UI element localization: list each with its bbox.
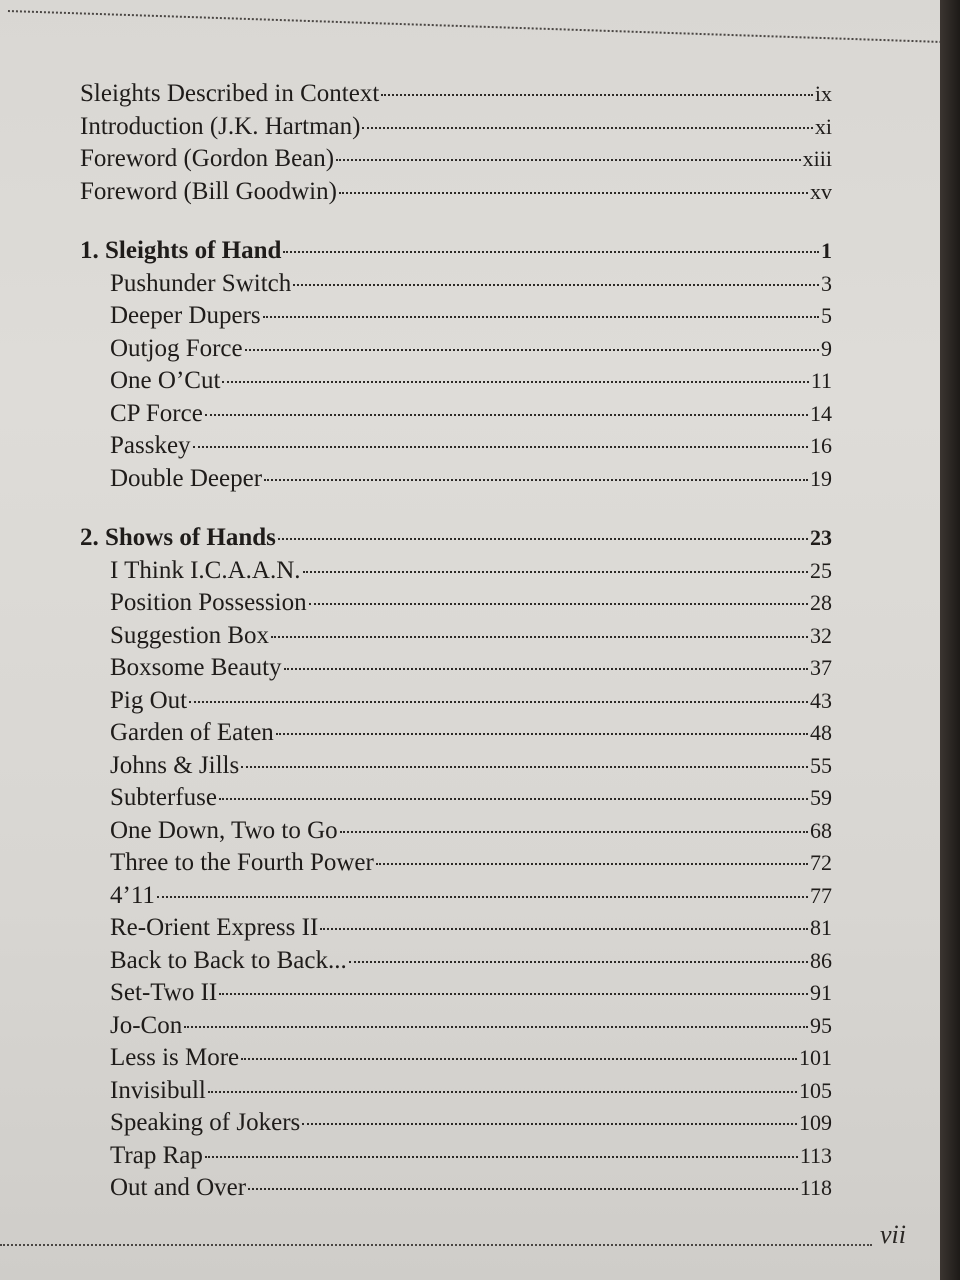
dot-leader bbox=[276, 733, 808, 735]
entry-page: 37 bbox=[810, 655, 832, 680]
entry-title: Johns & Jills bbox=[110, 751, 240, 779]
entry-page: 105 bbox=[799, 1077, 832, 1103]
entry-page: 9 bbox=[821, 335, 832, 361]
toc-entry bbox=[80, 1010, 832, 1043]
entry-title: Garden of Eaten bbox=[110, 719, 274, 746]
page-folio: vii bbox=[880, 1220, 906, 1249]
chapter-heading bbox=[80, 235, 832, 268]
toc-entry bbox=[80, 750, 832, 783]
dot-leader bbox=[302, 1123, 797, 1125]
entry-title: Invisibull bbox=[110, 1076, 206, 1104]
dot-leader bbox=[339, 192, 808, 194]
entry-page: 5 bbox=[821, 303, 832, 328]
entry-page: 14 bbox=[810, 400, 832, 426]
dot-leader bbox=[157, 896, 808, 898]
entry-page: 32 bbox=[810, 622, 832, 648]
toc-entry bbox=[80, 555, 832, 588]
entry-title: 4’11 bbox=[110, 881, 155, 909]
entry-page: ix bbox=[814, 81, 832, 106]
dot-leader bbox=[309, 603, 808, 605]
toc-entry bbox=[80, 143, 832, 176]
dot-leader bbox=[241, 1058, 797, 1060]
toc-entry bbox=[80, 782, 832, 815]
entry-title: CP Force bbox=[110, 399, 203, 427]
chapter-title: 2. Shows of Hands bbox=[80, 524, 276, 551]
toc-entry bbox=[80, 652, 832, 685]
entry-page: 43 bbox=[810, 687, 832, 713]
entry-page: 28 bbox=[810, 590, 832, 615]
entry-title: Three to the Fourth Power bbox=[110, 849, 374, 876]
toc-entry bbox=[80, 977, 832, 1010]
dot-leader bbox=[219, 993, 808, 995]
toc-entry bbox=[80, 430, 832, 463]
toc-entry bbox=[80, 1172, 832, 1205]
entry-page: xv bbox=[810, 178, 832, 204]
dot-leader bbox=[336, 159, 801, 161]
dot-leader bbox=[205, 414, 808, 416]
entry-title: Speaking of Jokers bbox=[110, 1109, 301, 1136]
chapter-page: 1 bbox=[821, 238, 832, 263]
dot-leader bbox=[263, 316, 819, 318]
entry-title: One O’Cut bbox=[110, 367, 221, 394]
toc-entry bbox=[80, 587, 832, 620]
entry-title: Foreword (Bill Goodwin) bbox=[80, 177, 337, 205]
toc-entry bbox=[80, 398, 832, 431]
chapter-title: 1. Sleights of Hand bbox=[80, 237, 282, 264]
entry-page: 101 bbox=[799, 1045, 832, 1070]
toc-entry bbox=[80, 300, 832, 333]
entry-title: Position Possession bbox=[110, 589, 307, 616]
dot-leader bbox=[205, 1156, 798, 1158]
entry-page: 16 bbox=[810, 433, 832, 458]
toc-entry bbox=[80, 176, 832, 209]
entry-title: Deeper Dupers bbox=[110, 302, 261, 329]
entry-title: Introduction (J.K. Hartman) bbox=[80, 112, 361, 140]
top-dotted-rule bbox=[8, 10, 940, 43]
toc-entry bbox=[80, 1107, 832, 1140]
toc-entry bbox=[80, 847, 832, 880]
entry-page: 68 bbox=[810, 817, 832, 843]
entry-page: 48 bbox=[810, 720, 832, 745]
entry-title: I Think I.C.A.A.N. bbox=[110, 556, 301, 584]
bottom-dotted-rule bbox=[0, 1244, 872, 1246]
dot-leader bbox=[208, 1091, 797, 1093]
entry-page: 25 bbox=[810, 557, 832, 583]
toc-entry bbox=[80, 1075, 832, 1108]
entry-page: 81 bbox=[810, 915, 832, 940]
entry-page: xi bbox=[814, 113, 832, 139]
chapter-heading bbox=[80, 522, 832, 555]
entry-page: 86 bbox=[810, 947, 832, 973]
toc-entry bbox=[80, 912, 832, 945]
dot-leader bbox=[303, 571, 808, 573]
toc-entry bbox=[80, 880, 832, 913]
dot-leader bbox=[278, 538, 808, 540]
entry-title: One Down, Two to Go bbox=[110, 816, 338, 844]
entry-page: 19 bbox=[810, 465, 832, 491]
table-of-contents bbox=[80, 78, 832, 1205]
dot-leader bbox=[283, 251, 819, 253]
entry-page: 11 bbox=[810, 368, 832, 393]
toc-entry bbox=[80, 717, 832, 750]
dot-leader bbox=[219, 798, 808, 800]
toc-entry bbox=[80, 620, 832, 653]
entry-page: 95 bbox=[810, 1012, 832, 1038]
toc-entry bbox=[80, 78, 832, 111]
entry-title: Pig Out bbox=[110, 686, 188, 714]
dot-leader bbox=[381, 94, 813, 96]
entry-page: 72 bbox=[810, 850, 832, 875]
dot-leader bbox=[293, 284, 819, 286]
entry-page: 59 bbox=[810, 785, 832, 810]
entry-title: Re-Orient Express II bbox=[110, 914, 319, 941]
entry-page: 3 bbox=[821, 270, 832, 296]
dot-leader bbox=[189, 701, 808, 703]
entry-page: 91 bbox=[810, 980, 832, 1005]
chapter-page: 23 bbox=[810, 525, 832, 550]
dot-leader bbox=[241, 766, 808, 768]
entry-page: 118 bbox=[799, 1175, 832, 1200]
toc-entry bbox=[80, 365, 832, 398]
entry-page: 77 bbox=[810, 882, 832, 908]
toc-entry bbox=[80, 333, 832, 366]
dot-leader bbox=[184, 1026, 808, 1028]
entry-title: Foreword (Gordon Bean) bbox=[80, 145, 335, 172]
toc-entry bbox=[80, 1042, 832, 1075]
entry-title: Set-Two II bbox=[110, 979, 218, 1006]
page-edge-shadow bbox=[940, 0, 960, 1280]
dot-leader bbox=[193, 446, 808, 448]
dot-leader bbox=[340, 831, 808, 833]
entry-title: Trap Rap bbox=[110, 1141, 203, 1169]
toc-entry bbox=[80, 463, 832, 496]
dot-leader bbox=[222, 381, 808, 383]
toc-entry bbox=[80, 1140, 832, 1173]
entry-page: 109 bbox=[799, 1110, 832, 1135]
toc-entry bbox=[80, 111, 832, 144]
entry-title: Jo-Con bbox=[110, 1011, 183, 1039]
entry-title: Double Deeper bbox=[110, 464, 263, 492]
entry-title: Out and Over bbox=[110, 1174, 247, 1201]
entry-title: Boxsome Beauty bbox=[110, 654, 282, 681]
entry-title: Passkey bbox=[110, 432, 191, 459]
toc-entry bbox=[80, 815, 832, 848]
toc-entry bbox=[80, 945, 832, 978]
dot-leader bbox=[376, 863, 808, 865]
section-gap bbox=[80, 208, 832, 235]
entry-title: Outjog Force bbox=[110, 334, 243, 362]
dot-leader bbox=[320, 928, 808, 930]
entry-title: Suggestion Box bbox=[110, 621, 270, 649]
dot-leader bbox=[349, 961, 808, 963]
toc-entry bbox=[80, 268, 832, 301]
entry-page: 55 bbox=[810, 752, 832, 778]
entry-title: Less is More bbox=[110, 1044, 240, 1071]
entry-title: Sleights Described in Context bbox=[80, 80, 380, 107]
section-gap bbox=[80, 495, 832, 522]
entry-title: Subterfuse bbox=[110, 784, 217, 811]
toc-entry bbox=[80, 685, 832, 718]
dot-leader bbox=[284, 668, 808, 670]
dot-leader bbox=[245, 349, 819, 351]
dot-leader bbox=[264, 479, 808, 481]
dot-leader bbox=[271, 636, 808, 638]
entry-title: Back to Back to Back... bbox=[110, 946, 347, 974]
entry-title: Pushunder Switch bbox=[110, 269, 292, 297]
dot-leader bbox=[248, 1188, 798, 1190]
entry-page: xiii bbox=[802, 146, 832, 171]
entry-page: 113 bbox=[799, 1142, 832, 1168]
dot-leader bbox=[362, 127, 812, 129]
